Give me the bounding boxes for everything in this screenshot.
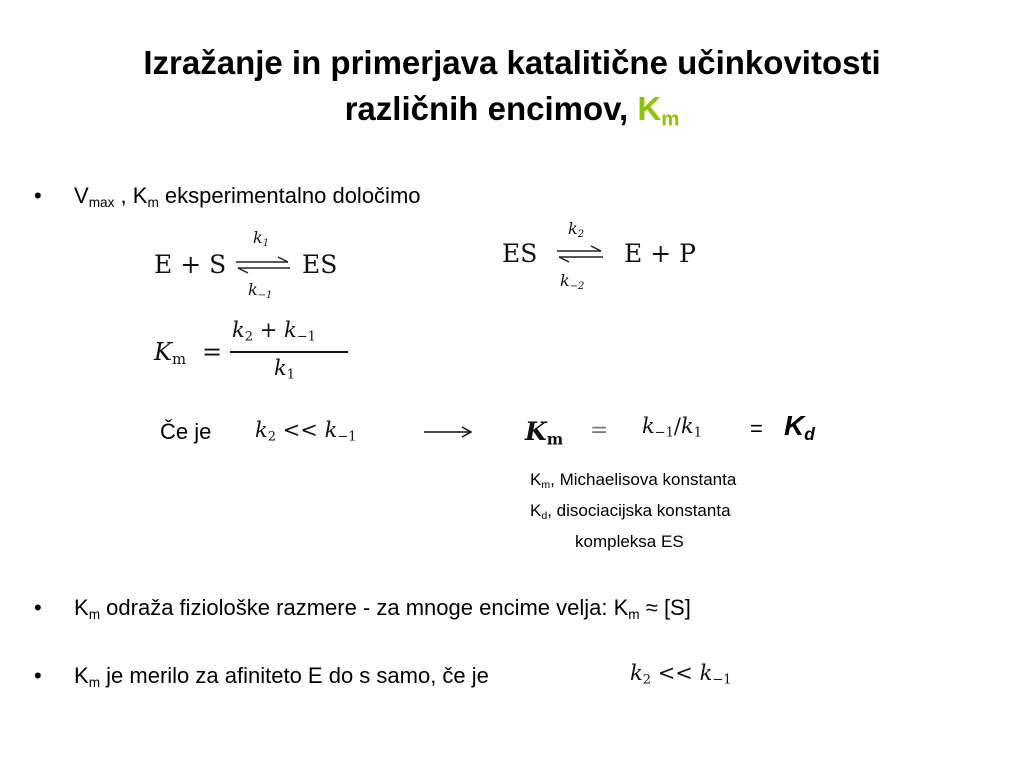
cond-ll: << [282, 418, 318, 442]
bullet-1-text: eksperimentalno določimo [158, 183, 421, 208]
km-formula-numerator [232, 318, 316, 345]
bullet-2-k-sub: m [88, 606, 101, 622]
condition-math [255, 418, 357, 445]
result-kd-letter: K [784, 410, 805, 441]
ratio-k1-sub: 1 [693, 425, 703, 441]
bullet-1 [34, 182, 421, 217]
km-formula-lhs-sub: m [171, 350, 187, 369]
rate-sub: 1 [262, 237, 270, 249]
b3-km1-sub: −1 [712, 672, 732, 688]
legend-kd: K [530, 500, 542, 520]
rate-letter: k [253, 228, 263, 247]
title-km-letter: K [637, 90, 662, 127]
fraction-bar [230, 351, 348, 353]
result-equals-1: = [590, 418, 609, 443]
rate-sub: −2 [569, 280, 585, 292]
reaction-2-right: E + P [624, 239, 696, 268]
ratio-slash: / [673, 414, 681, 438]
b3-ll: << [657, 661, 693, 685]
title-km-subscript: m [661, 107, 680, 131]
b3-k2-sub: 2 [642, 672, 652, 688]
rate-sub: 2 [577, 228, 585, 240]
legend-km-text: , Michaelisova konstanta [550, 470, 737, 489]
result-ratio [642, 414, 702, 441]
cond-km1: k [324, 418, 338, 442]
slide-title [40, 40, 984, 143]
title-line-2-text: različnih encimov, [344, 90, 638, 127]
bullet-1-sep: , K [114, 183, 148, 208]
result-km-sub: m [546, 429, 564, 449]
reaction-1-reverse-rate [248, 280, 272, 301]
cond-k2: k [255, 418, 268, 442]
title-line-1: Izražanje in primerjava katalitične učinkovitosti [143, 44, 881, 81]
rate-letter: k [568, 219, 578, 238]
legend-kd-sub: d [541, 509, 548, 522]
bullet-3 [34, 662, 489, 697]
km-formula-equals: = [202, 338, 223, 366]
bullet-3-dot: • [34, 663, 42, 688]
legend-line-1 [530, 467, 736, 498]
b3-km1: k [699, 661, 713, 685]
reaction-2-left: ES [502, 239, 538, 268]
num-k2: k [232, 318, 245, 342]
bullet-3-k: K [74, 663, 89, 688]
bullet-1-dot: • [34, 183, 42, 208]
bullet-2-tail: ≈ [S] [639, 595, 691, 620]
ratio-k1: k [681, 414, 694, 438]
title-km [637, 90, 680, 131]
legend-line-2 [530, 498, 736, 529]
reaction-2-reverse-rate [560, 271, 584, 292]
result-kd-sub: d [804, 423, 815, 444]
legend-km: K [530, 470, 542, 489]
bullet-3-k-sub: m [88, 674, 101, 690]
den-k1: k [274, 356, 287, 380]
result-equals-2: = [750, 416, 763, 441]
bullet-3-text: je merilo za afiniteto E do s samo, če je [100, 663, 489, 688]
bullet-3-math [630, 661, 732, 688]
legend [530, 467, 736, 554]
legend-kd-text: , disociacijska konstanta [547, 500, 731, 520]
legend-km-sub: m [541, 478, 551, 491]
bullet-2-k2-sub: m [628, 606, 640, 622]
num-km1-sub: −1 [296, 329, 316, 345]
reaction-2-forward-rate [568, 219, 584, 240]
km-formula [150, 318, 370, 390]
bullet-2-k: K [74, 595, 89, 620]
result-kd [784, 410, 815, 445]
result-km [525, 417, 563, 448]
bullet-2-dot: • [34, 595, 42, 620]
den-k1-sub: 1 [286, 367, 296, 383]
b3-k2: k [630, 661, 643, 685]
km-formula-lhs-letter: K [154, 338, 172, 366]
cond-k2-sub: 2 [267, 429, 277, 445]
reaction-1-forward-rate [253, 228, 269, 249]
reaction-1-left: E + S [154, 250, 227, 279]
num-km1: k [284, 318, 297, 342]
rate-letter: k [560, 271, 570, 290]
bullet-1-v: V [74, 183, 89, 208]
ratio-km1-sub: −1 [654, 425, 674, 441]
legend-line-3: kompleksa ES [575, 531, 684, 551]
reaction-2 [500, 215, 710, 293]
arrow-right-icon [422, 425, 474, 439]
ratio-km1: k [642, 414, 655, 438]
bullet-1-v-sub: max [88, 194, 115, 210]
title-line-2 [40, 86, 984, 143]
reaction-1 [150, 228, 360, 306]
rate-sub: −1 [257, 289, 273, 301]
bullet-1-k-sub: m [147, 194, 159, 210]
num-plus: + [259, 318, 278, 342]
km-formula-lhs [154, 338, 186, 368]
result-km-letter: K [525, 417, 547, 446]
num-k2-sub: 2 [244, 329, 254, 345]
bullet-2-text: odraža fiziološke razmere - za mnoge encime velja: K [100, 595, 629, 620]
cond-km1-sub: −1 [337, 429, 357, 445]
km-formula-denominator [274, 356, 295, 383]
reaction-1-right: ES [302, 250, 338, 279]
equilibrium-arrows-icon [555, 245, 605, 263]
equilibrium-arrows-icon [234, 256, 292, 274]
bullet-2 [34, 594, 691, 629]
rate-letter: k [248, 280, 258, 299]
condition-label: Če je [160, 419, 212, 444]
